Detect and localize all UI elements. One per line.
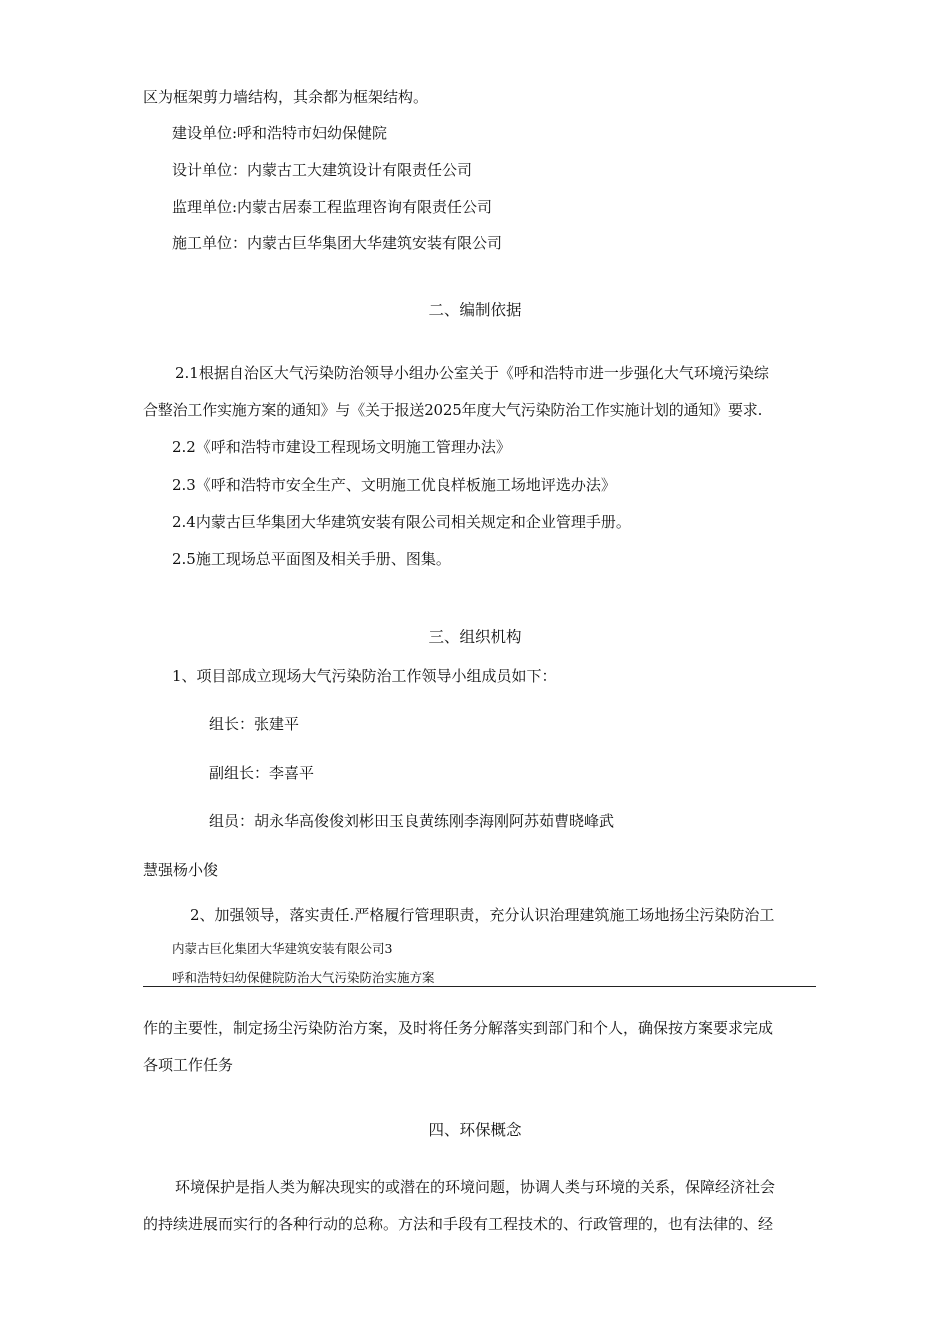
basis-item-5: 2.5施工现场总平面图及相关手册、图集。 <box>172 550 451 568</box>
group-leader: 组长：张建平 <box>209 715 300 733</box>
continuation-line1: 作的主要性，制定扬尘污染防治方案，及时将任务分解落实到部门和个人，确保按方案要求完成 <box>143 1019 774 1037</box>
designer-unit: 设计单位：内蒙古工大建筑设计有限责任公司 <box>172 161 473 179</box>
basis-item-1-line1: 2.1根据自治区大气污染防治领导小组办公室关于《呼和浩特市进一步强化大气环境污染综 <box>175 364 769 382</box>
basis-item-1-line2: 合整治工作实施方案的通知》与《关于报送2025年度大气污染防治工作实施计划的通知》要求. <box>143 401 763 419</box>
org-item-1: 1、项目部成立现场大气污染防治工作领导小组成员如下： <box>172 667 557 685</box>
continuation-line2: 各项工作任务 <box>143 1056 234 1074</box>
constructor-unit: 施工单位：内蒙古巨华集团大华建筑安装有限公司 <box>172 234 503 252</box>
owner-unit: 建设单位:呼和浩特市妇幼保健院 <box>172 124 388 142</box>
section2-heading: 二、编制依据 <box>428 301 522 319</box>
group-members-line1: 组员：胡永华高俊俊刘彬田玉良黄练刚李海刚阿苏茹曹晓峰武 <box>209 812 615 830</box>
group-members-line2: 慧强杨小俊 <box>143 861 219 879</box>
group-deputy: 副组长：李喜平 <box>209 764 315 782</box>
basis-item-3: 2.3《呼和浩特市安全生产、文明施工优良样板施工场地评选办法》 <box>172 476 616 494</box>
section4-heading: 四、环保概念 <box>428 1121 522 1139</box>
org-item-2-line1: 2、加强领导，落实责任.严格履行管理职责，充分认识治理建筑施工场地扬尘污染防治工 <box>190 906 775 924</box>
basis-item-4: 2.4内蒙古巨华集团大华建筑安装有限公司相关规定和企业管理手册。 <box>172 513 631 531</box>
section3-heading: 三、组织机构 <box>428 628 522 646</box>
supervisor-unit: 监理单位:内蒙古居泰工程监理咨询有限责任公司 <box>172 198 493 216</box>
env-para-line1: 环境保护是指人类为解决现实的或潜在的环境问题，协调人类与环境的关系，保障经济社会 <box>175 1178 776 1196</box>
basis-item-2: 2.2《呼和浩特市建设工程现场文明施工管理办法》 <box>172 438 511 456</box>
env-para-line2: 的持续进展而实行的各种行动的总称。方法和手段有工程技术的、行政管理的，也有法律的、经 <box>143 1215 774 1233</box>
footer-company: 内蒙古巨化集团大华建筑安装有限公司3 <box>172 941 393 956</box>
header-rule <box>143 986 816 987</box>
intro-tail-text: 区为框架剪力墙结构，其余都为框架结构。 <box>143 88 429 106</box>
header-doc-title: 呼和浩特妇幼保健院防治大气污染防治实施方案 <box>172 970 435 985</box>
